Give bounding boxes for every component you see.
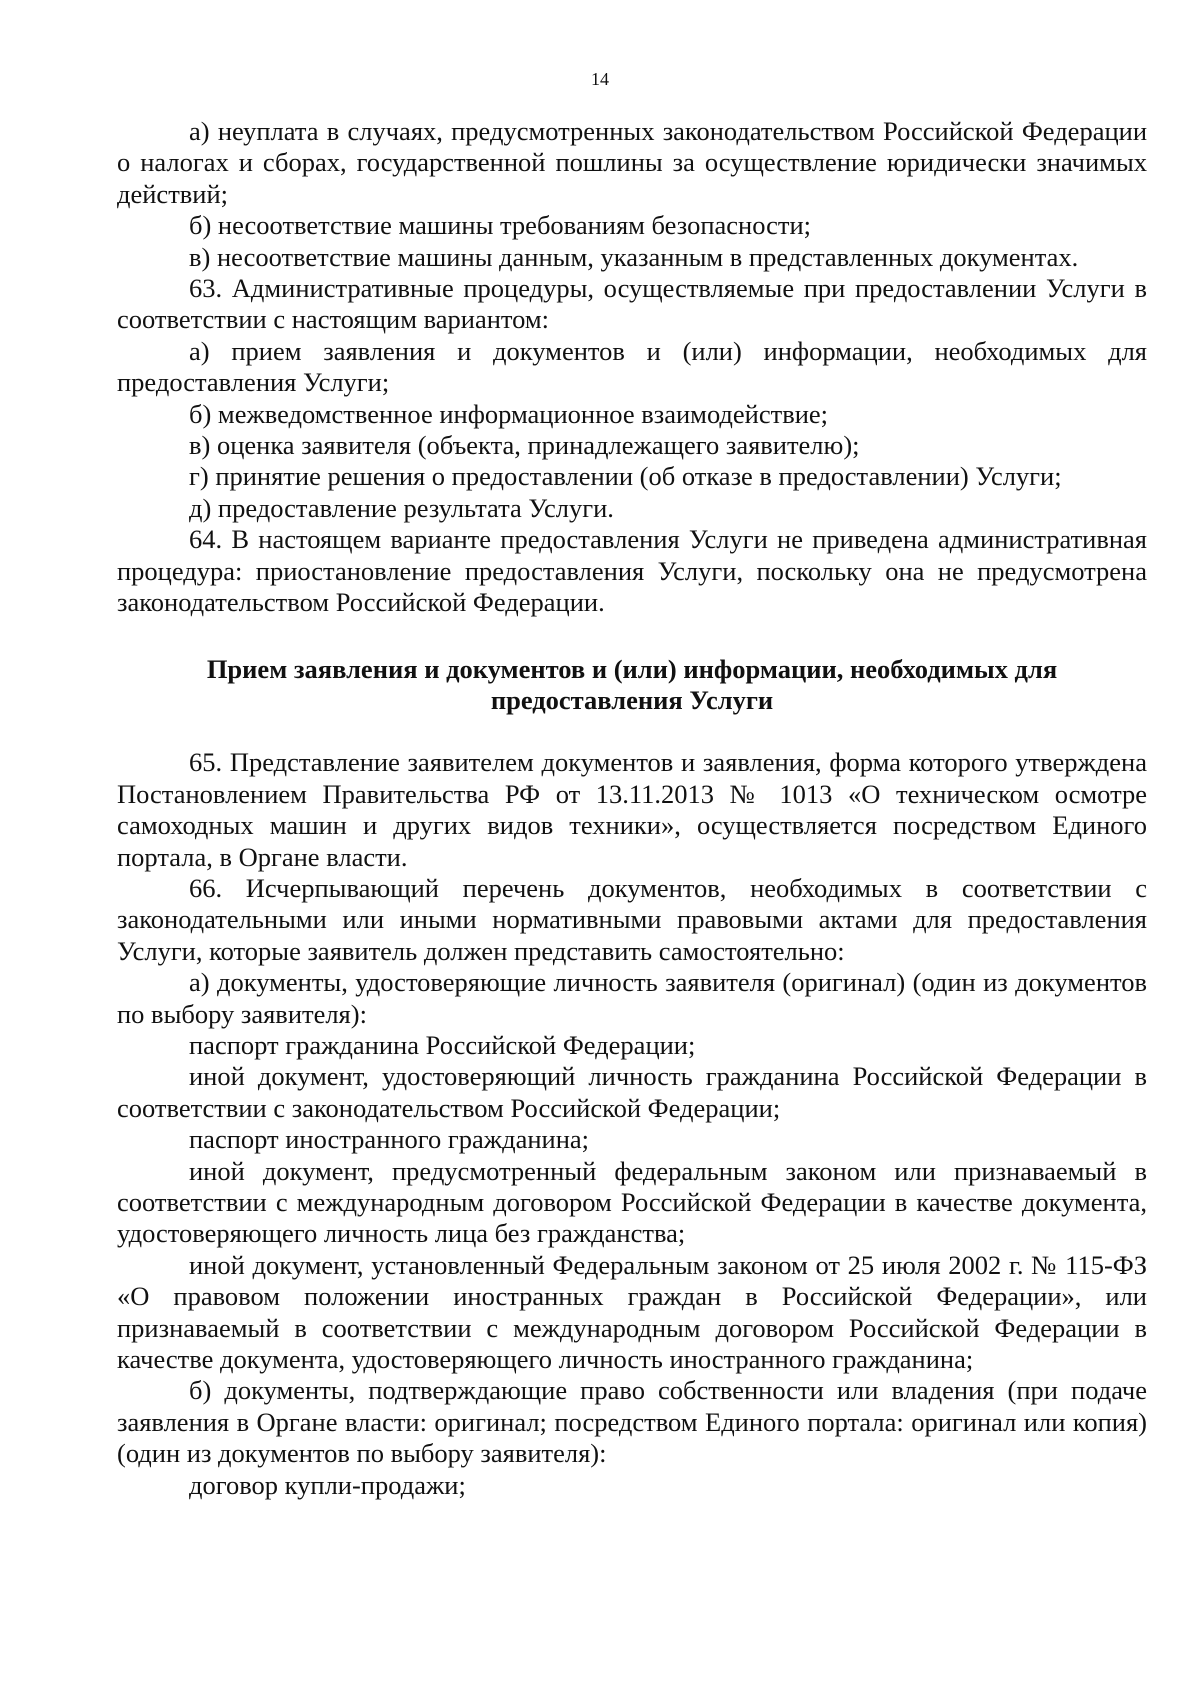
list-item-stateless-id: иной документ, предусмотренный федеральным законом или признаваемый в соответствии с международным договором Российской Федерации в качестве документа, удостоверяющего личность лица без гражданства; xyxy=(117,1155,1147,1249)
paragraph-63-d: д) предоставление результата Услуги. xyxy=(189,492,614,523)
section-heading-line-1: Прием заявления и документов и (или) информации, необходимых для xyxy=(206,653,1058,684)
paragraph-63-a: а) прием заявления и документов и (или) информации, необходимых для предоставления Услуги; xyxy=(117,335,1147,398)
paragraph-65: 65. Представление заявителем документов и заявления, форма которого утверждена Постановлением Правительства РФ от 13.11.2013 № 1013 «О техническом осмотре самоходных машин и других видов техники», осуществляется посредством Единого портала, в Органе власти. xyxy=(117,747,1147,872)
document-body xyxy=(117,116,1147,1501)
paragraph-64: 64. В настоящем варианте предоставления Услуги не приведена административная процедура: приостановление предоставления Услуги, поскольку она не предусмотрена законодательством Российской Федерации. xyxy=(117,524,1147,618)
page-number: 14 xyxy=(591,69,609,89)
paragraph-63: 63. Административные процедуры, осуществляемые при предоставлении Услуги в соответствии с настоящим вариантом: xyxy=(117,273,1147,335)
paragraph-63-b: б) межведомственное информационное взаимодействие; xyxy=(189,398,829,429)
paragraph-66: 66. Исчерпывающий перечень документов, необходимых в соответствии с законодательными или иными нормативными правовыми актами для предоставления Услуги, которые заявитель должен представить самостоятельно: xyxy=(117,872,1147,966)
paragraph-66-a: а) документы, удостоверяющие личность заявителя (оригинал) (один из документов по выбору заявителя): xyxy=(117,967,1147,1029)
list-item-other-rf-id: иной документ, удостоверяющий личность гражданина Российской Федерации в соответствии с законодательством Российской Федерации; xyxy=(117,1061,1147,1123)
paragraph-63-g: г) принятие решения о предоставлении (об отказе в предоставлении) Услуги; xyxy=(189,461,1062,492)
list-item-sale-contract: договор купли-продажи; xyxy=(189,1469,466,1500)
paragraph-63-v: в) оценка заявителя (объекта, принадлежащего заявителю); xyxy=(189,430,860,461)
paragraph-66-b: б) документы, подтверждающие право собственности или владения (при подаче заявления в Органе власти: оригинал; посредством Единого портала: оригинал или копия) (один из документов по выбору заявителя): xyxy=(117,1375,1147,1469)
list-item-foreign-passport: паспорт иностранного гражданина; xyxy=(189,1124,589,1155)
paragraph-b-safety: б) несоответствие машины требованиям безопасности; xyxy=(189,210,812,241)
section-heading-line-2: предоставления Услуги xyxy=(490,684,774,715)
paragraph-a-nonpayment: а) неуплата в случаях, предусмотренных законодательством Российской Федерации о налогах и сборах, государственной пошлины за осуществление юридически значимых действий; xyxy=(117,116,1147,209)
section-heading xyxy=(117,654,1147,717)
paragraph-v-data-mismatch: в) несоответствие машины данным, указанным в представленных документах. xyxy=(189,241,1079,272)
list-item-rf-passport: паспорт гражданина Российской Федерации; xyxy=(189,1029,696,1060)
list-item-foreign-citizen-id: иной документ, установленный Федеральным законом от 25 июля 2002 г. № 115-ФЗ «О правовом положении иностранных граждан в Российской Федерации», или признаваемый в соответствии с международным договором Российской Федерации в качестве документа, удостоверяющего личность иностранного гражданина; xyxy=(117,1249,1147,1375)
